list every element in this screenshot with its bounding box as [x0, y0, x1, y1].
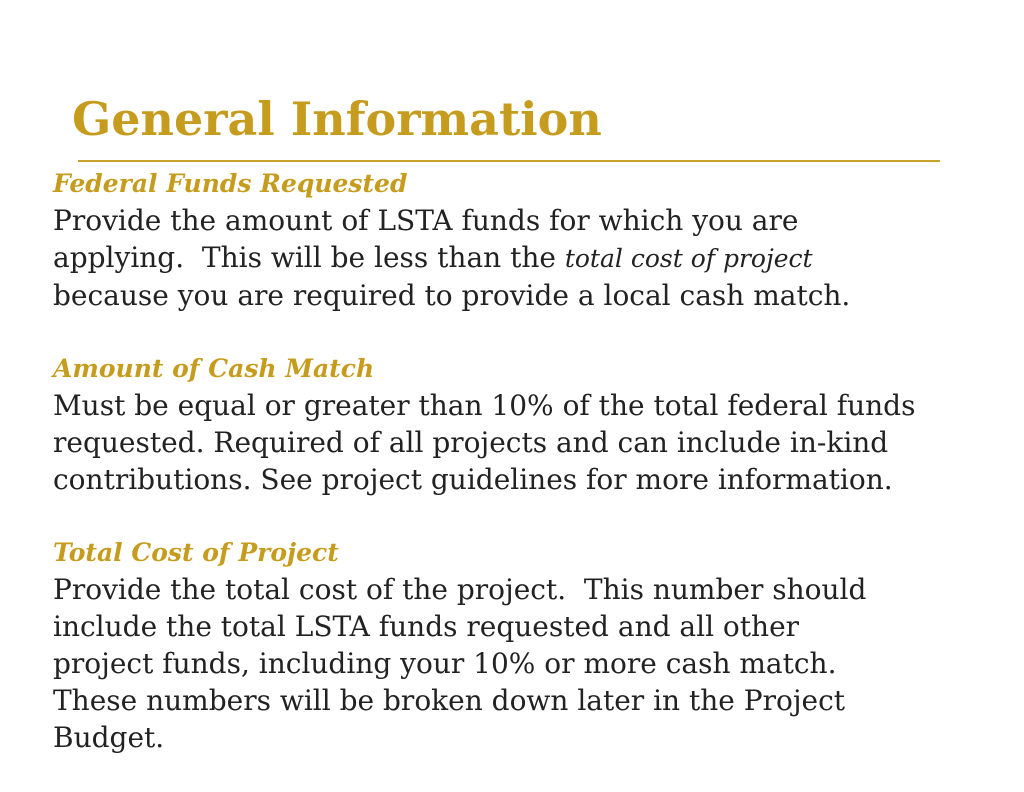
body-line: because you are required to provide a local cash match. — [53, 279, 851, 312]
body-line: contributions. See project guidelines for more information. — [53, 463, 893, 496]
emphasized-term: total cost of project — [564, 244, 813, 273]
body-line: requested. Required of all projects and can include in-kind — [53, 426, 889, 459]
body-line: These numbers will be broken down later in the Project — [53, 684, 845, 717]
body-line: Provide the total cost of the project. This number should — [53, 573, 867, 606]
section-heading: Total Cost of Project — [53, 538, 339, 567]
body-line: Must be equal or greater than 10% of the total federal funds — [53, 389, 916, 422]
section-body — [53, 202, 993, 314]
section-cash-match — [53, 350, 993, 498]
body-line: project funds, including your 10% or more cash match. — [53, 647, 837, 680]
section-total-cost — [53, 534, 993, 756]
section-federal-funds — [53, 165, 993, 314]
section-body — [53, 387, 993, 498]
section-heading: Amount of Cash Match — [53, 354, 375, 383]
title-divider — [78, 160, 940, 162]
body-line: Provide the amount of LSTA funds for which you are — [53, 204, 799, 237]
slide-content — [53, 165, 993, 792]
section-body — [53, 571, 993, 756]
slide-title: General Information — [72, 92, 602, 146]
body-text: applying. This will be less than the — [53, 241, 565, 274]
section-heading: Federal Funds Requested — [53, 169, 408, 198]
body-line: include the total LSTA funds requested and all other — [53, 610, 800, 643]
body-line: Budget. — [53, 721, 165, 754]
body-line — [53, 239, 993, 277]
